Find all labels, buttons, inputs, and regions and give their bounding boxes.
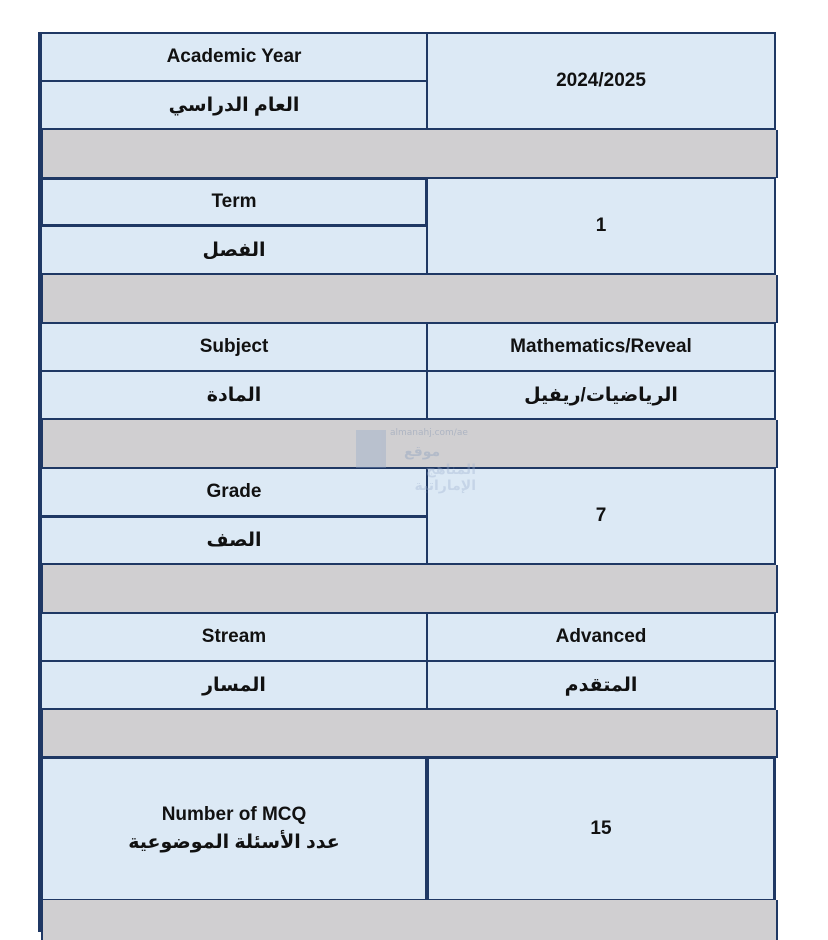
academic-year-label-en [40,32,428,82]
subject-label-en-text: Subject [199,336,269,357]
stream-value-ar [426,660,776,710]
sheet-left-border [38,32,41,932]
separator-row-2 [41,275,778,323]
subject-label-en [40,322,428,372]
watermark-line2: المناهج الإماراتية [414,462,476,494]
stream-label-ar-text: المسار [202,674,266,696]
academic-year-value-text: 2024/2025 [556,70,646,91]
term-label-ar [40,225,428,275]
stream-value-en [426,612,776,662]
term-value-text: 1 [595,215,607,236]
term-label-en [40,177,428,227]
grade-label-en-text: Grade [206,481,262,502]
grade-value-text: 7 [595,505,607,526]
stream-label-en [40,612,428,662]
mcq-label-ar-text: عدد الأسئلة الموضوعية [128,832,340,853]
academic-year-label-ar-text: العام الدراسي [168,94,300,116]
separator-row-6 [41,900,778,940]
grade-label-ar [40,515,428,565]
academic-year-label-ar [40,80,428,130]
mcq-value-text: 15 [590,818,612,839]
mcq-value [426,756,776,902]
separator-row-3 [41,420,778,468]
stream-value-en-text: Advanced [555,626,647,647]
academic-year-value [426,32,776,130]
mcq-label-stack [128,801,339,857]
stream-value-ar-text: المتقدم [564,674,638,696]
exam-info-sheet [38,32,778,932]
separator-row-5 [41,710,778,758]
stream-label-en-text: Stream [201,626,267,647]
grade-label-ar-text: الصف [206,530,262,551]
watermark-line1: موقع [404,444,441,460]
stream-label-ar [40,660,428,710]
subject-value-ar-text: الرياضيات/ريفيل [524,384,678,406]
separator-row-4 [41,565,778,613]
academic-year-label-en-text: Academic Year [166,46,302,67]
subject-label-ar [40,370,428,420]
separator-row-1 [41,130,778,178]
subject-value-en-text: Mathematics/Reveal [510,336,692,357]
subject-value-en [426,322,776,372]
grade-value [426,467,776,565]
term-label-ar-text: الفصل [202,239,266,261]
watermark-site: almanahj.com/ae [390,428,468,438]
term-value [426,177,776,275]
term-label-en-text: Term [211,191,257,212]
subject-label-ar-text: المادة [206,384,262,406]
subject-value-ar [426,370,776,420]
mcq-label-en-text: Number of MCQ [161,804,307,825]
mcq-label [40,756,428,902]
grade-label-en [40,467,428,517]
